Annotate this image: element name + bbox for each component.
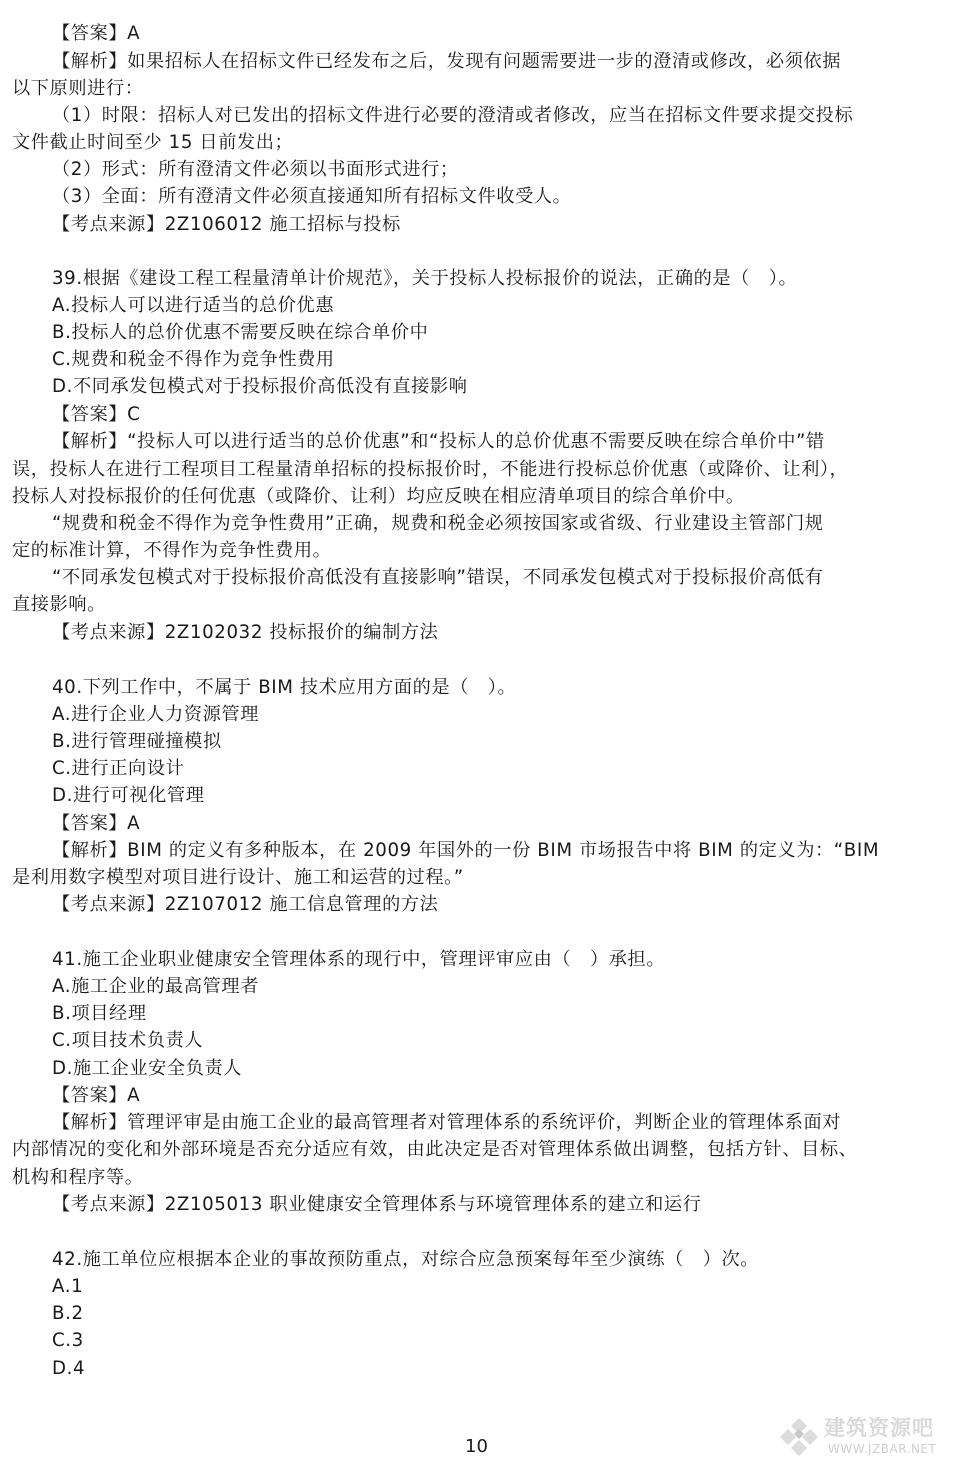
source-line: 【考点来源】2Z105013 职业健康安全管理体系与环境管理体系的建立和运行 [52, 1194, 702, 1215]
option-line: A.投标人可以进行适当的总价优惠 [52, 295, 335, 316]
option-line: B.投标人的总价优惠不需要反映在综合单价中 [52, 322, 429, 343]
option-line: D.进行可视化管理 [52, 785, 205, 806]
option-line: D.4 [52, 1358, 86, 1379]
text-line: 以下原则进行： [12, 78, 144, 99]
option-line: C.3 [52, 1330, 84, 1351]
option-line: B.2 [52, 1303, 84, 1324]
option-line: B.进行管理碰撞模拟 [52, 731, 222, 752]
analysis-line: 【解析】如果招标人在招标文件已经发布之后，发现有问题需要进一步的澄清或修改，必须依据 [52, 51, 842, 72]
text-line: 机构和程序等。 [12, 1167, 144, 1188]
watermark-logo [776, 1414, 946, 1462]
text-line: （3）全面：所有澄清文件必须直接通知所有招标文件收受人。 [52, 186, 572, 207]
text-line: 内部情况的变化和外部环境是否充分适应有效，由此决定是否对管理体系做出调整，包括方针、目标、 [12, 1139, 858, 1160]
answer-line: 【答案】A [52, 813, 141, 834]
text-line: 投标人对投标报价的任何优惠（或降价、让利）均应反映在相应清单项目的综合单价中。 [12, 486, 745, 507]
watermark-url: WWW.JZBAR.NET [828, 1442, 937, 1456]
text-line: 是利用数字模型对项目进行设计、施工和运营的过程。” [12, 867, 464, 888]
option-line: C.规费和税金不得作为竞争性费用 [52, 349, 335, 370]
answer-line: 【答案】C [52, 404, 141, 425]
source-line: 【考点来源】2Z107012 施工信息管理的方法 [52, 894, 439, 915]
option-line: C.项目技术负责人 [52, 1030, 204, 1051]
option-line: A.施工企业的最高管理者 [52, 976, 259, 997]
text-line: （1）时限：招标人对已发出的招标文件进行必要的澄清或者修改，应当在招标文件要求提交投标 [52, 105, 854, 126]
option-line: D.不同承发包模式对于投标报价高低没有直接影响 [52, 376, 468, 397]
text-line: 直接影响。 [12, 594, 106, 615]
option-line: C.进行正向设计 [52, 758, 185, 779]
analysis-line: 【解析】管理评审是由施工企业的最高管理者对管理体系的系统评价，判断企业的管理体系面对 [52, 1112, 842, 1133]
page-number: 10 [465, 1436, 488, 1457]
question-41: 41.施工企业职业健康安全管理体系的现行中，管理评审应由（ ）承担。 [52, 949, 666, 970]
question-40: 40.下列工作中，不属于 BIM 技术应用方面的是（ ）。 [52, 677, 517, 698]
source-line: 【考点来源】2Z106012 施工招标与投标 [52, 214, 401, 235]
diamond-logo-icon [776, 1416, 822, 1460]
analysis-line: 【解析】“投标人可以进行适当的总价优惠”和“投标人的总价优惠不需要反映在综合单价中”错 [52, 431, 825, 452]
watermark-title: 建筑资源吧 [824, 1416, 934, 1440]
option-line: D.施工企业安全负责人 [52, 1058, 243, 1079]
option-line: A.进行企业人力资源管理 [52, 704, 259, 725]
text-line: 定的标准计算，不得作为竞争性费用。 [12, 540, 332, 561]
question-39: 39.根据《建设工程工程量清单计价规范》，关于投标人投标报价的说法，正确的是（ ）。 [52, 268, 798, 289]
question-42: 42.施工单位应根据本企业的事故预防重点，对综合应急预案每年至少演练（ ）次。 [52, 1249, 760, 1270]
answer-line: 【答案】A [52, 1085, 141, 1106]
text-line: 误，投标人在进行工程项目工程量清单招标的投标报价时，不能进行投标总价优惠（或降价、让利）， [12, 459, 849, 480]
source-line: 【考点来源】2Z102032 投标报价的编制方法 [52, 622, 439, 643]
text-line: “不同承发包模式对于投标报价高低没有直接影响”错误，不同承发包模式对于投标报价高低有 [52, 567, 824, 588]
option-line: A.1 [52, 1276, 84, 1297]
answer-line: 【答案】A [52, 23, 141, 44]
analysis-line: 【解析】BIM 的定义有多种版本，在 2009 年国外的一份 BIM 市场报告中将 BIM 的定义为：“BIM [52, 840, 880, 861]
text-line: （2）形式：所有澄清文件必须以书面形式进行； [52, 159, 459, 180]
text-line: 文件截止时间至少 15 日前发出； [12, 132, 294, 153]
option-line: B.项目经理 [52, 1003, 147, 1024]
text-line: “规费和税金不得作为竞争性费用”正确，规费和税金必须按国家或省级、行业建设主管部门规 [52, 513, 824, 534]
